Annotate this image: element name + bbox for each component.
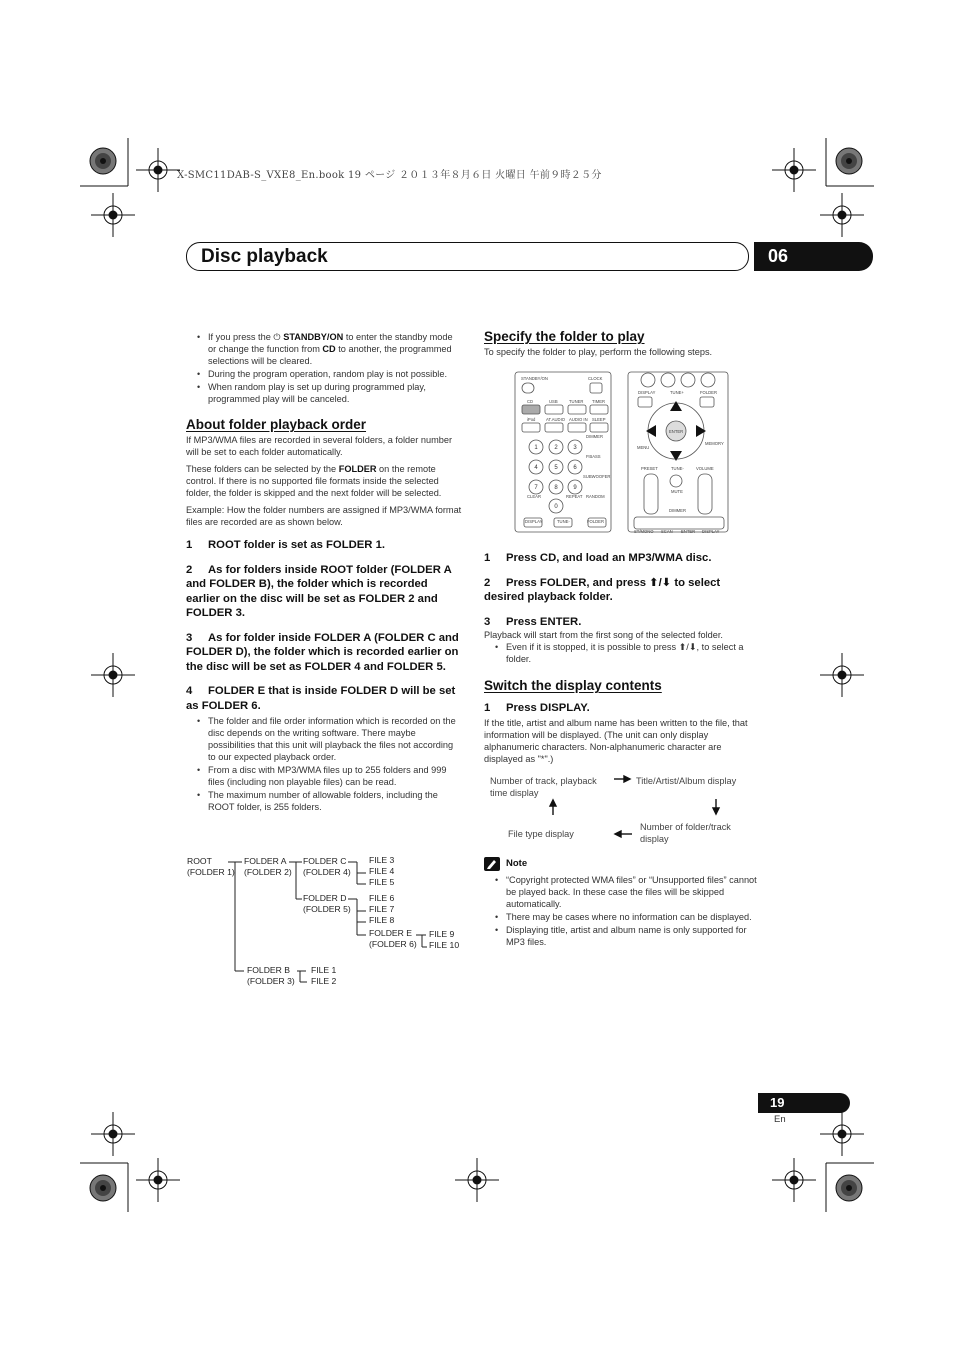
- tree-node-folder-c: FOLDER C (FOLDER 4): [303, 856, 351, 877]
- svg-text:SUBWOOFER: SUBWOOFER: [583, 474, 611, 479]
- svg-text:VOLUME: VOLUME: [696, 466, 714, 471]
- tree-node-folder-b: FOLDER B (FOLDER 3): [247, 965, 295, 986]
- tree-files-c: FILE 3 FILE 4 FILE 5: [369, 855, 395, 887]
- step-4: 4 FOLDER E that is inside FOLDER D will be set as FOLDER 6.: [186, 685, 456, 712]
- note-heading: Note: [484, 857, 760, 871]
- svg-text:MENU: MENU: [637, 445, 650, 450]
- specify-bullets: [484, 641, 760, 665]
- list-item: • When random play is set up during programmed play, programmed play will be canceled.: [186, 381, 462, 405]
- chapter-tab: 06: [754, 242, 873, 271]
- page-title: Disc playback: [201, 246, 328, 267]
- svg-text:TUNE-: TUNE-: [671, 466, 684, 471]
- svg-text:7: 7: [534, 485, 538, 491]
- list-item: • During the program operation, random play is not possible.: [186, 368, 462, 380]
- power-icon: ⏻: [273, 332, 281, 342]
- print-info-line: X-SMC11DAB-S_VXE8_En.book 19 ページ ２０１３年８月６日 火曜日 午前９時２５分: [177, 170, 602, 181]
- tree-files-b: FILE 1 FILE 2: [311, 965, 337, 986]
- svg-text:DISPLAY: DISPLAY: [638, 390, 656, 395]
- step-2: 2 As for folders inside ROOT folder (FOLDER A and FOLDER B), the folder which is recorded earlier on the disc will be set as FOLDER 2 and FOLDER 3.: [186, 563, 452, 619]
- svg-text:RANDOM: RANDOM: [586, 494, 605, 499]
- tree-node-folder-a: FOLDER A (FOLDER 2): [244, 856, 292, 877]
- header-bar: [186, 242, 749, 271]
- svg-text:TIMER: TIMER: [592, 399, 606, 404]
- svg-text:MUTE: MUTE: [671, 489, 683, 494]
- list-item: • There may be cases where no information can be displayed.: [484, 911, 760, 923]
- svg-text:DIMMER: DIMMER: [586, 434, 603, 439]
- svg-text:USB: USB: [549, 399, 558, 404]
- svg-text:4: 4: [534, 465, 538, 471]
- svg-text:AUDIO IN: AUDIO IN: [569, 417, 588, 422]
- flow-node-track-time: Number of track, playback time display: [490, 775, 597, 798]
- svg-text:0: 0: [554, 504, 558, 510]
- svg-text:AT.AUDIO: AT.AUDIO: [546, 417, 566, 422]
- svg-text:3: 3: [573, 445, 577, 451]
- svg-text:STANDBY/ON: STANDBY/ON: [521, 376, 548, 381]
- svg-text:MEMORY: MEMORY: [705, 441, 724, 446]
- section-heading-specify-folder: Specify the folder to play: [484, 329, 645, 344]
- svg-text:FOLDER: FOLDER: [587, 519, 604, 524]
- paragraph: Example: How the folder numbers are assigned if MP3/WMA format files are recorded are as shown below.: [186, 505, 462, 527]
- svg-text:1: 1: [534, 445, 538, 451]
- tree-files-d: FILE 6 FILE 7 FILE 8: [369, 893, 395, 925]
- svg-text:CLEAR: CLEAR: [527, 494, 541, 499]
- svg-text:DISPLAY: DISPLAY: [525, 519, 543, 524]
- svg-text:6: 6: [573, 465, 577, 471]
- tree-node-folder-d: FOLDER D (FOLDER 5): [303, 893, 351, 914]
- list-item: • If you press the ⏻ STANDBY/ON to enter the standby mode or change the function from CD to another, the programmed selections will be cleared.: [186, 331, 462, 367]
- intro-bullets: [186, 331, 462, 405]
- remote-control-illustration: [514, 371, 760, 535]
- svg-text:CLOCK: CLOCK: [588, 376, 603, 381]
- flow-arrows: [484, 773, 764, 855]
- left-column: [186, 331, 462, 814]
- section-heading-folder-order: About folder playback order: [186, 417, 367, 432]
- tree-node-folder-e: FOLDER E (FOLDER 6): [369, 928, 417, 949]
- step-1: 1 Press CD, and load an MP3/WMA disc.: [484, 552, 712, 564]
- svg-text:ST/MONO: ST/MONO: [634, 529, 654, 534]
- list-item: • “Copyright protected WMA files” or “Unsupported files” cannot be played back. In these case the files will be skipped automatically.: [484, 874, 760, 910]
- paragraph: If the title, artist and album name has been written to the file, that information will be displayed. (The unit can only display alphanumeric characters. Non-alphanumeric character are displayed as "*".): [484, 717, 748, 764]
- step-2: 2 Press FOLDER, and press ⬆/⬇ to select desired playback folder.: [484, 576, 721, 603]
- display-cycle-diagram: [484, 773, 760, 855]
- paragraph: These folders can be selected by the FOLDER on the remote control. If there is no supported file formats inside the selected folder, the folder is skipped and the next folder will be selected.: [186, 464, 442, 498]
- folder-tree-diagram: [186, 853, 476, 993]
- svg-text:FOLDER: FOLDER: [700, 390, 717, 395]
- svg-text:8: 8: [554, 485, 558, 491]
- list-item: • Displaying title, artist and album name is only supported for MP3 files.: [484, 924, 760, 948]
- svg-text:5: 5: [554, 465, 558, 471]
- svg-text:DIMMER: DIMMER: [669, 508, 686, 513]
- tree-files-e: FILE 9 FILE 10: [429, 929, 460, 950]
- svg-text:TUNER: TUNER: [569, 399, 584, 404]
- section-heading-switch-display: Switch the display contents: [484, 678, 662, 693]
- page-language: En: [774, 1114, 786, 1125]
- step-3: 3 As for folder inside FOLDER A (FOLDER C and FOLDER D), the folder which is recorded earlier on the disc will be set as FOLDER 4 and FOLDER 5.: [186, 631, 459, 673]
- folder-notes: [186, 715, 462, 813]
- svg-text:2: 2: [554, 445, 558, 451]
- note-bullets: [484, 874, 760, 948]
- paragraph: If MP3/WMA files are recorded in several folders, a folder number will be set to each folder automatically.: [186, 435, 453, 457]
- note-icon: [484, 857, 500, 871]
- list-item: • From a disc with MP3/WMA files up to 255 folders and 999 files (including non playable files) can be read.: [186, 764, 462, 788]
- paragraph: Playback will start from the first song of the selected folder.: [484, 630, 723, 640]
- page-number: 19: [758, 1093, 850, 1113]
- step-3: 3 Press ENTER.: [484, 615, 582, 628]
- list-item: • Even if it is stopped, it is possible to press ⬆/⬇, to select a folder.: [484, 641, 760, 665]
- flow-node-file-type: File type display: [508, 828, 574, 839]
- svg-text:TUNE-: TUNE-: [557, 519, 570, 524]
- flow-node-folder-track: Number of folder/track display: [640, 821, 731, 844]
- svg-text:REPEAT: REPEAT: [566, 494, 583, 499]
- svg-text:DISPLAY: DISPLAY: [702, 529, 720, 534]
- svg-text:P.BASS: P.BASS: [586, 454, 601, 459]
- svg-text:PRESET: PRESET: [641, 466, 658, 471]
- svg-text:ENTER: ENTER: [681, 529, 696, 534]
- svg-text:iPod: iPod: [527, 417, 536, 422]
- step-1: 1 ROOT folder is set as FOLDER 1.: [186, 539, 386, 551]
- svg-text:SLEEP: SLEEP: [592, 417, 606, 422]
- flow-node-title-artist: Title/Artist/Album display: [636, 775, 737, 786]
- svg-text:TUNE+: TUNE+: [670, 390, 684, 395]
- tree-node-root: ROOT (FOLDER 1): [187, 856, 235, 877]
- list-item: • The folder and file order information which is recorded on the disc depends on the writing software. There maybe possibilities that this unit will playback the files not according to our expected playback order.: [186, 715, 462, 763]
- step-1: 1 Press DISPLAY.: [484, 702, 590, 714]
- svg-text:CD: CD: [527, 399, 534, 404]
- remote-drawing: [514, 371, 760, 535]
- list-item: • The maximum number of allowable folders, including the ROOT folder, is 255 folders.: [186, 789, 462, 813]
- svg-text:ENTER: ENTER: [669, 429, 684, 434]
- paragraph: To specify the folder to play, perform the following steps.: [484, 347, 713, 357]
- svg-text:SCAN: SCAN: [661, 529, 673, 534]
- svg-text:9: 9: [573, 485, 577, 491]
